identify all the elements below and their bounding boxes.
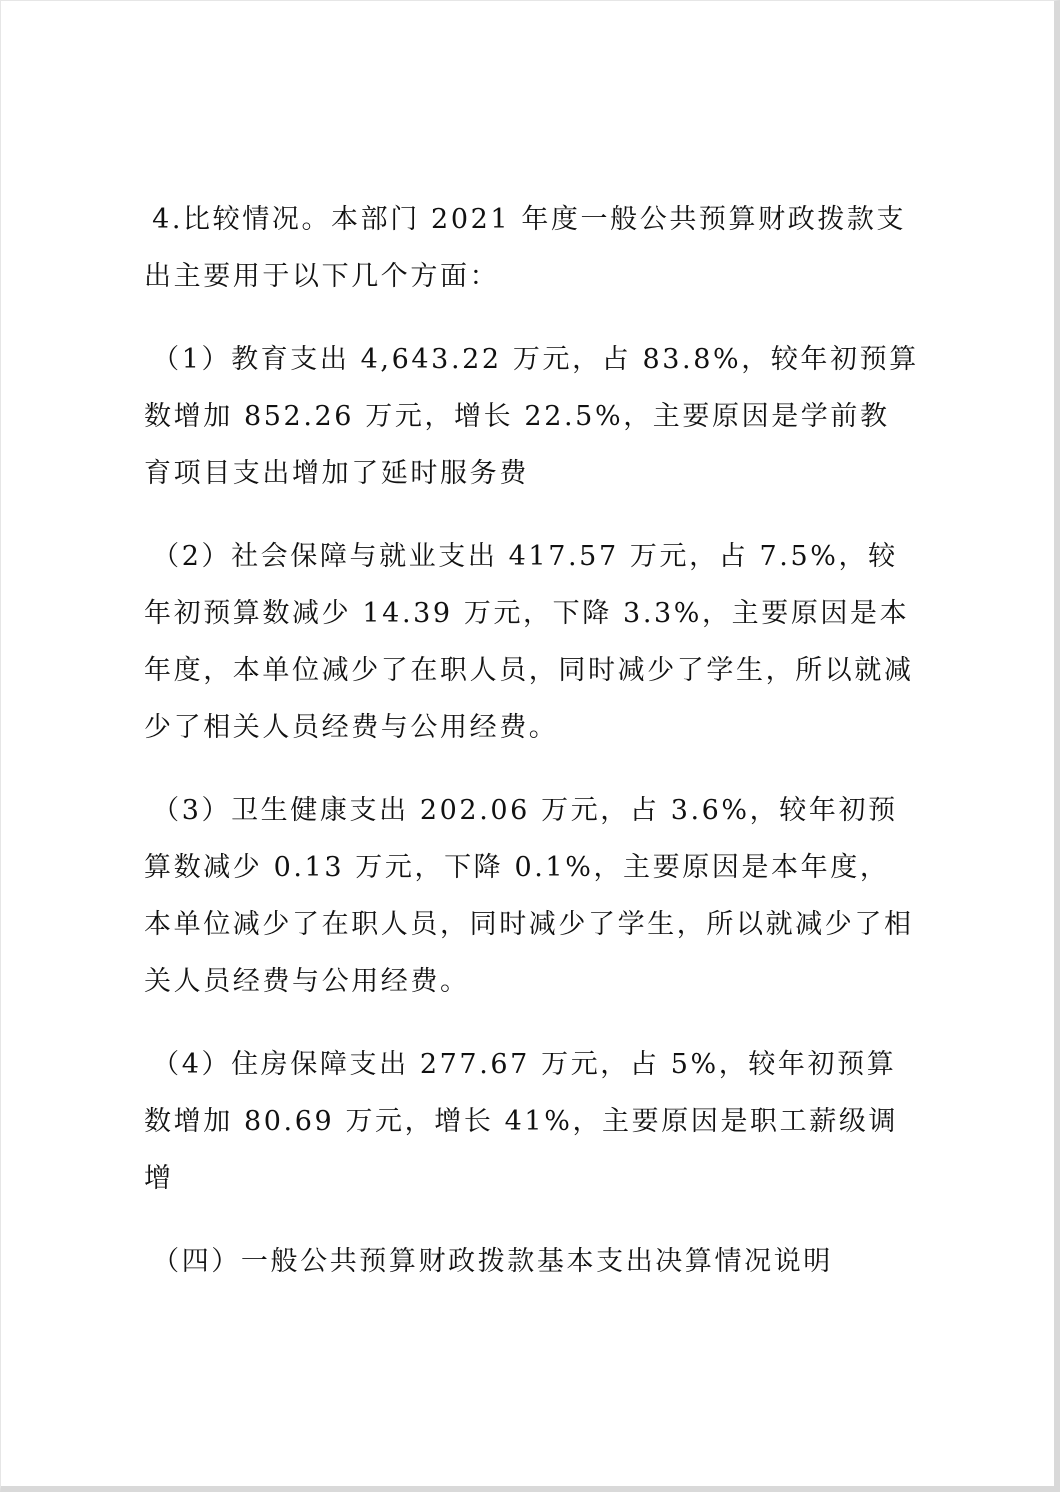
document-body bbox=[144, 191, 919, 1290]
paragraph-education-expenditure: （1）教育支出 4,643.22 万元，占 83.8%，较年初预算数增加 852.26 万元，增长 22.5%，主要原因是学前教育项目支出增加了延时服务费 bbox=[144, 344, 919, 489]
section-heading: （四）一般公共预算财政拨款基本支出决算情况说明 bbox=[152, 1246, 833, 1277]
paragraph-social-security-expenditure: （2）社会保障与就业支出 417.57 万元，占 7.5%，较年初预算数减少 14.39 万元，下降 3.3%，主要原因是本年度，本单位减少了在职人员，同时减少了学生，所以就减少了相关人员经费与公用经费。 bbox=[144, 541, 914, 743]
paragraph-comparison-intro: 4.比较情况。本部门 2021 年度一般公共预算财政拨款支出主要用于以下几个方面： bbox=[144, 204, 907, 292]
paragraph-health-expenditure: （3）卫生健康支出 202.06 万元，占 3.6%，较年初预算数减少 0.13 万元，下降 0.1%，主要原因是本年度，本单位减少了在职人员，同时减少了学生，所以就减少了相关人员经费与公用经费。 bbox=[144, 795, 914, 997]
paragraph-housing-expenditure: （4）住房保障支出 277.67 万元，占 5%，较年初预算数增加 80.69 万元，增长 41%，主要原因是职工薪级调增 bbox=[144, 1049, 899, 1194]
